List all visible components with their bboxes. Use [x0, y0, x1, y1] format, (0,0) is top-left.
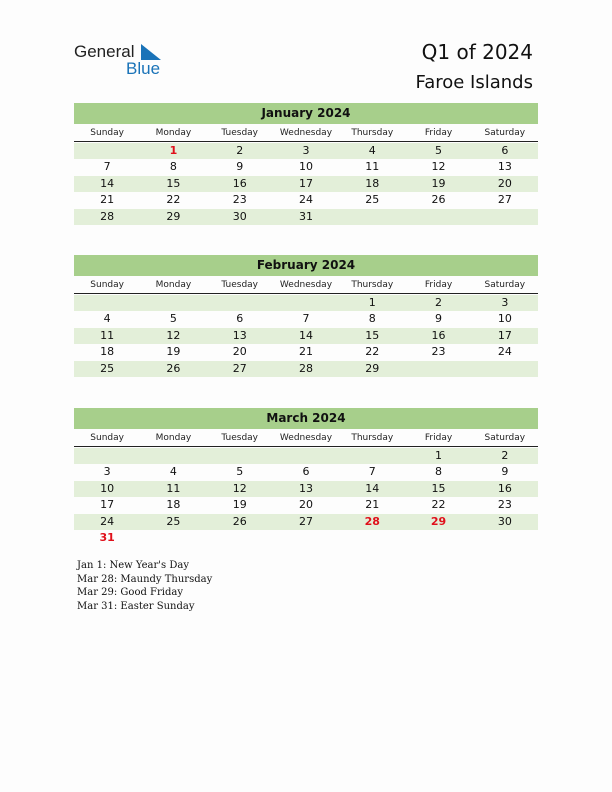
day-cell: 8 — [435, 465, 443, 478]
day-cell: 6 — [501, 143, 509, 157]
day-cell: 7 — [302, 312, 310, 325]
day-cell: 3 — [501, 295, 509, 309]
day-cell: 26 — [166, 361, 181, 375]
weekday-label: Saturday — [484, 433, 526, 443]
day-cell: 19 — [166, 345, 181, 358]
day-cell: 22 — [365, 345, 380, 358]
week-row — [74, 361, 538, 377]
week-row — [74, 159, 538, 175]
weekday-header-row — [74, 126, 538, 142]
day-cell: 30 — [497, 514, 512, 528]
day-cell: 11 — [100, 328, 115, 342]
day-cell: 30 — [232, 209, 247, 223]
day-cell: 27 — [232, 361, 247, 375]
month-title: January 2024 — [74, 103, 538, 124]
day-cell: 14 — [298, 328, 313, 342]
day-cell: 12 — [232, 481, 247, 495]
day-cell: 14 — [100, 176, 115, 190]
week-row — [74, 530, 538, 546]
day-cell: 27 — [497, 193, 512, 206]
day-cell — [273, 530, 339, 546]
day-cell: 31 — [99, 531, 115, 544]
day-cell — [405, 209, 471, 225]
day-cell — [74, 143, 140, 159]
month-title: March 2024 — [74, 408, 538, 429]
week-row — [74, 344, 538, 360]
day-cell — [140, 448, 206, 464]
week-row — [74, 448, 538, 464]
day-cell: 9 — [236, 160, 244, 173]
day-cell: 6 — [302, 465, 310, 478]
weekday-label: Friday — [424, 128, 453, 138]
weeks — [74, 448, 538, 547]
day-cell: 2 — [501, 448, 509, 462]
weekday-label: Monday — [155, 433, 192, 443]
day-cell: 17 — [298, 176, 313, 190]
day-cell — [339, 209, 405, 225]
day-cell: 13 — [232, 328, 247, 342]
day-cell: 9 — [435, 312, 443, 325]
day-cell: 4 — [103, 312, 111, 325]
day-cell: 10 — [100, 481, 115, 495]
week-row — [74, 176, 538, 192]
day-cell: 4 — [169, 465, 177, 478]
day-cell — [207, 448, 273, 464]
day-cell: 1 — [435, 448, 443, 462]
weekday-label: Saturday — [484, 128, 526, 138]
day-cell: 22 — [166, 193, 181, 206]
week-row — [74, 514, 538, 530]
day-cell: 28 — [100, 209, 115, 223]
weekday-header-row — [74, 278, 538, 294]
day-cell — [74, 448, 140, 464]
day-cell: 2 — [435, 295, 443, 309]
month-calendar-january — [74, 103, 538, 225]
holiday-note: Mar 29: Good Friday — [77, 587, 183, 598]
day-cell — [207, 530, 273, 546]
day-cell: 5 — [169, 312, 177, 325]
day-cell: 16 — [497, 481, 512, 495]
day-cell: 10 — [497, 312, 512, 325]
day-cell: 16 — [431, 328, 446, 342]
day-cell: 24 — [298, 193, 313, 206]
day-cell: 18 — [166, 498, 181, 511]
day-cell: 17 — [100, 498, 115, 511]
day-cell: 31 — [298, 209, 313, 223]
day-cell: 25 — [365, 193, 380, 206]
day-cell: 11 — [166, 481, 181, 495]
day-cell: 25 — [100, 361, 115, 375]
day-cell: 18 — [100, 345, 115, 358]
weekday-label: Wednesday — [279, 433, 333, 443]
weekday-label: Thursday — [351, 280, 394, 290]
weekday-label: Thursday — [351, 433, 394, 443]
day-cell: 19 — [431, 176, 446, 190]
day-cell: 11 — [365, 160, 380, 173]
day-cell: 5 — [435, 143, 443, 157]
day-cell: 10 — [298, 160, 313, 173]
day-cell: 16 — [232, 176, 247, 190]
day-cell: 7 — [368, 465, 376, 478]
day-cell: 2 — [236, 143, 244, 157]
day-cell — [472, 530, 538, 546]
day-cell: 29 — [430, 514, 447, 528]
day-cell — [273, 295, 339, 311]
day-cell: 12 — [166, 328, 181, 342]
day-cell: 24 — [100, 514, 115, 528]
holiday-note: Jan 1: New Year's Day — [77, 560, 189, 571]
weekday-label: Tuesday — [221, 433, 259, 443]
weekday-label: Wednesday — [279, 128, 333, 138]
day-cell: 20 — [298, 498, 313, 511]
day-cell: 18 — [365, 176, 380, 190]
day-cell: 29 — [166, 209, 181, 223]
day-cell: 17 — [497, 328, 512, 342]
day-cell: 15 — [365, 328, 380, 342]
day-cell: 21 — [365, 498, 380, 511]
day-cell: 3 — [302, 143, 310, 157]
day-cell: 8 — [368, 312, 376, 325]
week-row — [74, 497, 538, 513]
day-cell: 29 — [365, 361, 380, 375]
day-cell: 7 — [103, 160, 111, 173]
weekday-label: Thursday — [351, 128, 394, 138]
day-cell: 28 — [364, 514, 380, 528]
day-cell — [339, 530, 405, 546]
day-cell: 15 — [431, 481, 446, 495]
week-row — [74, 328, 538, 344]
day-cell: 8 — [169, 160, 177, 173]
weeks — [74, 143, 538, 225]
week-row — [74, 209, 538, 225]
logo-flag-icon — [141, 44, 161, 60]
day-cell: 3 — [103, 465, 111, 478]
day-cell — [405, 530, 471, 546]
day-cell — [74, 295, 140, 311]
day-cell: 22 — [431, 498, 446, 511]
week-row — [74, 311, 538, 327]
day-cell: 6 — [236, 312, 244, 325]
day-cell: 23 — [497, 498, 512, 511]
day-cell: 13 — [497, 160, 512, 173]
day-cell — [140, 530, 206, 546]
day-cell — [405, 361, 471, 377]
day-cell — [273, 448, 339, 464]
day-cell: 26 — [431, 193, 446, 206]
day-cell: 24 — [497, 345, 512, 358]
day-cell — [339, 448, 405, 464]
holiday-note: Mar 31: Easter Sunday — [77, 600, 195, 612]
day-cell: 21 — [298, 345, 313, 358]
logo-general-text: General — [74, 42, 135, 61]
day-cell: 23 — [431, 345, 446, 358]
month-title: February 2024 — [74, 255, 538, 276]
day-cell: 4 — [368, 143, 376, 157]
weekday-label: Wednesday — [279, 280, 333, 290]
day-cell: 13 — [298, 481, 313, 495]
day-cell: 12 — [431, 160, 446, 173]
day-cell: 9 — [501, 465, 509, 478]
day-cell: 1 — [169, 143, 178, 157]
weekday-label: Monday — [155, 280, 192, 290]
page-title: Q1 of 2024 — [421, 40, 533, 64]
month-calendar-february — [74, 255, 538, 377]
week-row — [74, 143, 538, 159]
page-subtitle: Faroe Islands — [415, 72, 533, 93]
day-cell: 15 — [166, 176, 181, 190]
weekday-label: Monday — [155, 128, 192, 138]
logo-blue-text: Blue — [126, 59, 161, 78]
weekday-label: Friday — [424, 433, 453, 443]
day-cell: 23 — [232, 193, 247, 206]
weekday-label: Tuesday — [221, 280, 259, 290]
day-cell: 25 — [166, 514, 181, 528]
day-cell: 19 — [232, 498, 247, 511]
weekday-label: Sunday — [90, 433, 124, 443]
day-cell: 14 — [365, 481, 380, 495]
day-cell — [140, 295, 206, 311]
day-cell: 26 — [232, 514, 247, 528]
day-cell: 20 — [497, 176, 512, 190]
week-row — [74, 481, 538, 497]
weekday-label: Friday — [424, 280, 453, 290]
weekday-header-row — [74, 431, 538, 447]
day-cell: 1 — [368, 295, 376, 309]
weeks — [74, 295, 538, 377]
day-cell — [472, 209, 538, 225]
weekday-label: Tuesday — [221, 128, 259, 138]
week-row — [74, 192, 538, 208]
day-cell: 28 — [298, 361, 313, 375]
day-cell: 5 — [236, 465, 244, 478]
week-row — [74, 464, 538, 480]
weekday-label: Saturday — [484, 280, 526, 290]
week-row — [74, 295, 538, 311]
holiday-notes — [77, 559, 212, 613]
weekday-label: Sunday — [90, 128, 124, 138]
day-cell: 27 — [298, 514, 313, 528]
day-cell: 20 — [232, 345, 247, 358]
month-calendar-march — [74, 408, 538, 546]
day-cell — [207, 295, 273, 311]
day-cell: 21 — [100, 193, 115, 206]
holiday-note: Mar 28: Maundy Thursday — [77, 573, 213, 585]
day-cell — [472, 361, 538, 377]
weekday-label: Sunday — [90, 280, 124, 290]
